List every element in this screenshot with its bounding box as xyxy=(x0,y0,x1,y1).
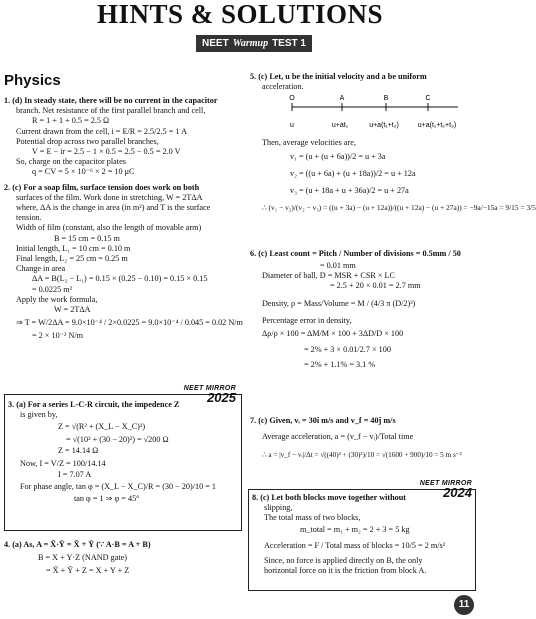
q5-line: Then, average velocities are, xyxy=(262,138,356,147)
q2-line: Initial length, L₁ = 10 cm = 0.10 m xyxy=(16,243,131,253)
q8-line: horizontal force on it is the friction from block A. xyxy=(264,565,427,575)
q5-line: v₃ = (u + 18a + u + 36a)/2 = u + 27a xyxy=(290,186,409,196)
q7-line: Average acceleration, a = (v_f − vᵢ)/Total time xyxy=(262,432,414,441)
point-O: O xyxy=(289,95,295,102)
q2-line: Change in area xyxy=(16,264,66,274)
q2-line: W = 2TΔA xyxy=(54,305,91,315)
q2-line: = 2 × 10⁻² N/m xyxy=(32,331,84,341)
q5-line: ∴ (v₁ − v₂)/(v₂ − v₃) = ((u + 3a) − (u + 12a))/((u + 12a) − (u + 27a)) = −9a/−15a = 9/15 = 3/5 xyxy=(262,203,536,213)
q1-line: branch. Net resistance of the first parallel branch and cell, xyxy=(16,106,206,116)
left-column xyxy=(4,96,243,341)
q8-line: m_total = m₁ + m₂ = 2 + 3 = 5 kg xyxy=(300,524,410,534)
banner-neet: NEET xyxy=(202,38,229,49)
q2-line: ⇒ T = W/2ΔA = 9.0×10⁻⁴ / 2×0.0225 = 9.0×10⁻⁴ / 0.045 = 0.02 N/m xyxy=(16,318,243,328)
motion-diagram xyxy=(262,93,472,135)
test-banner xyxy=(196,35,312,52)
q8-line: The total mass of two blocks, xyxy=(264,513,361,523)
q2-line: tension. xyxy=(16,213,42,223)
mirror-year: 2025 xyxy=(207,390,236,405)
q6-line: Percentage error in density, xyxy=(262,315,352,325)
q2-line: where, ΔA is the change in area (in m²) and T is the surface xyxy=(16,203,211,213)
q5-line: v₂ = ((u + 6a) + (u + 18a))/2 = u + 12a xyxy=(290,169,416,179)
mirror-label: NEET MIRROR xyxy=(419,480,472,487)
page-title: HINTS & SOLUTIONS xyxy=(96,0,384,29)
q7-line: ∴ a = |v_f − vᵢ|/Δt = √((40)² + (30)²)/10 = √(1600 + 900)/10 = 5 m s⁻² xyxy=(262,451,462,459)
q3-line: I = 7.07 A xyxy=(58,469,92,479)
q6-line: = 2% + 3 × 0.01/2.7 × 100 xyxy=(304,344,391,354)
q1-line: q = CV = 5 × 10⁻⁶ × 2 = 10 μC xyxy=(32,167,135,177)
solution-q4 xyxy=(4,538,240,577)
q6-line: Δρ/ρ × 100 = ΔM/M × 100 + 3ΔD/D × 100 xyxy=(262,328,404,338)
velocity-A: u+at₁ xyxy=(331,122,349,129)
q2-line: Width of film (constant, also the length of movable arm) xyxy=(16,223,202,233)
q8-line: 8. (c) Let both blocks move together without xyxy=(252,493,407,502)
q2-line: = 0.0225 m² xyxy=(32,284,73,294)
q6-line: Diameter of ball, D = MSR + CSR × LC xyxy=(262,271,396,281)
q8-line: Acceleration = F / Total mass of blocks = 10/5 = 2 m/s² xyxy=(264,540,446,550)
q1-line: R = 1 + 1 + 0.5 = 2.5 Ω xyxy=(32,116,110,126)
q6-line: Density, ρ = Mass/Volume = M / (4/3 π (D/2)³) xyxy=(262,298,416,308)
solution-q3 xyxy=(8,400,236,504)
q3-line: Z = 14.14 Ω xyxy=(58,446,99,456)
q1-line: Current drawn from the cell, i = E/R = 2.5/2.5 = 1 A xyxy=(16,126,187,136)
q3-line: Z = √(R² + (X_L − X_C)²) xyxy=(58,422,146,432)
solution-q6 xyxy=(250,247,476,372)
q1-line: V = E − ir = 2.5 − 1 × 0.5 = 2.5 − 0.5 = 2.0 V xyxy=(32,147,181,157)
q8-line: slipping, xyxy=(264,503,293,513)
mirror-year: 2024 xyxy=(443,485,472,500)
q4-line: B = X + Y·Z (NAND gate) xyxy=(38,553,127,562)
point-A: A xyxy=(339,95,345,102)
q5-line: v₁ = (u + (u + 6a))/2 = u + 3a xyxy=(290,152,386,162)
mirror-label: NEET MIRROR xyxy=(183,385,236,392)
q5-line: acceleration. xyxy=(262,82,304,92)
q2-line: Final length, L₂ = 25 cm = 0.25 m xyxy=(16,254,128,264)
page-number: 11 xyxy=(454,595,474,615)
velocity-B: u+a(t₁+t₂) xyxy=(369,122,399,129)
q2-line: Apply the work formula, xyxy=(16,294,98,304)
q1-line: 1. (d) In steady state, there will be no current in the capacitor xyxy=(4,96,218,105)
q5-line: 5. (c) Let, u be the initial velocity and a be uniform xyxy=(250,72,427,81)
q2-line: surfaces of the film. Work done in stretching, W = 2TΔA xyxy=(16,192,203,202)
point-C: C xyxy=(425,95,431,102)
section-heading: Physics xyxy=(4,72,61,89)
q3-line: is given by, xyxy=(20,410,58,420)
q3-line: For phase angle, tan φ = (X_L − X_C)/R = (30 − 20)/10 = 1 xyxy=(20,481,217,491)
q2-line: ΔA = B(L₂ − L₁) = 0.15 × (0.25 − 0.10) = 0.15 × 0.15 xyxy=(32,274,208,284)
q7-line: 7. (c) Given, vᵢ = 30î m/s and v_f = 40ĵ m/s xyxy=(250,416,396,425)
q1-line: Potential drop across two parallel branches, xyxy=(16,136,159,146)
q8-line: Since, no force is applied directly on B, the only xyxy=(264,555,423,565)
solution-q5 xyxy=(250,138,536,216)
banner-test: TEST 1 xyxy=(272,38,306,49)
solution-q1 xyxy=(4,96,238,178)
q3-line: tan φ = 1 ⇒ φ = 45° xyxy=(74,493,140,503)
q2-line: B = 15 cm = 0.15 m xyxy=(54,233,120,243)
q3-line: 3. (a) For a series L-C-R circuit, the impedence Z xyxy=(8,400,180,409)
solution-q7 xyxy=(250,414,476,464)
q3-line: Now, I = V/Z = 100/14.14 xyxy=(20,458,106,468)
solution-q5-intro xyxy=(250,72,476,92)
q3-line: = √(10² + (30 − 20)²) = √200 Ω xyxy=(66,435,169,445)
point-B: B xyxy=(383,95,389,102)
q6-line: = 2% + 1.1% = 3.1 % xyxy=(304,359,376,369)
solution-q8 xyxy=(252,493,470,576)
solution-q2 xyxy=(4,182,243,342)
motion-diagram-svg xyxy=(262,93,472,135)
velocity-O: u xyxy=(290,122,294,129)
q6-line: = 2.5 + 20 × 0.01 = 2.7 mm xyxy=(330,281,421,291)
velocity-C: u+a(t₁+t₂+t₃) xyxy=(417,122,457,129)
q4-line: 4. (a) As, A = X̄·Ȳ = X̄ + Ȳ (∵ A·B = A + B) xyxy=(4,540,151,549)
q6-line: 6. (c) Least count = Pitch / Number of divisions = 0.5mm / 50 xyxy=(250,249,461,258)
q4-line: = X̄ + Ȳ + Z = X + Y + Z xyxy=(46,566,130,575)
q1-line: So, charge on the capacitor plates xyxy=(16,157,126,167)
q6-line: = 0.01 mm xyxy=(320,261,356,270)
banner-warmup: Warmup xyxy=(232,38,269,49)
q2-line: 2. (c) For a soap film, surface tension does work on both xyxy=(4,182,200,192)
